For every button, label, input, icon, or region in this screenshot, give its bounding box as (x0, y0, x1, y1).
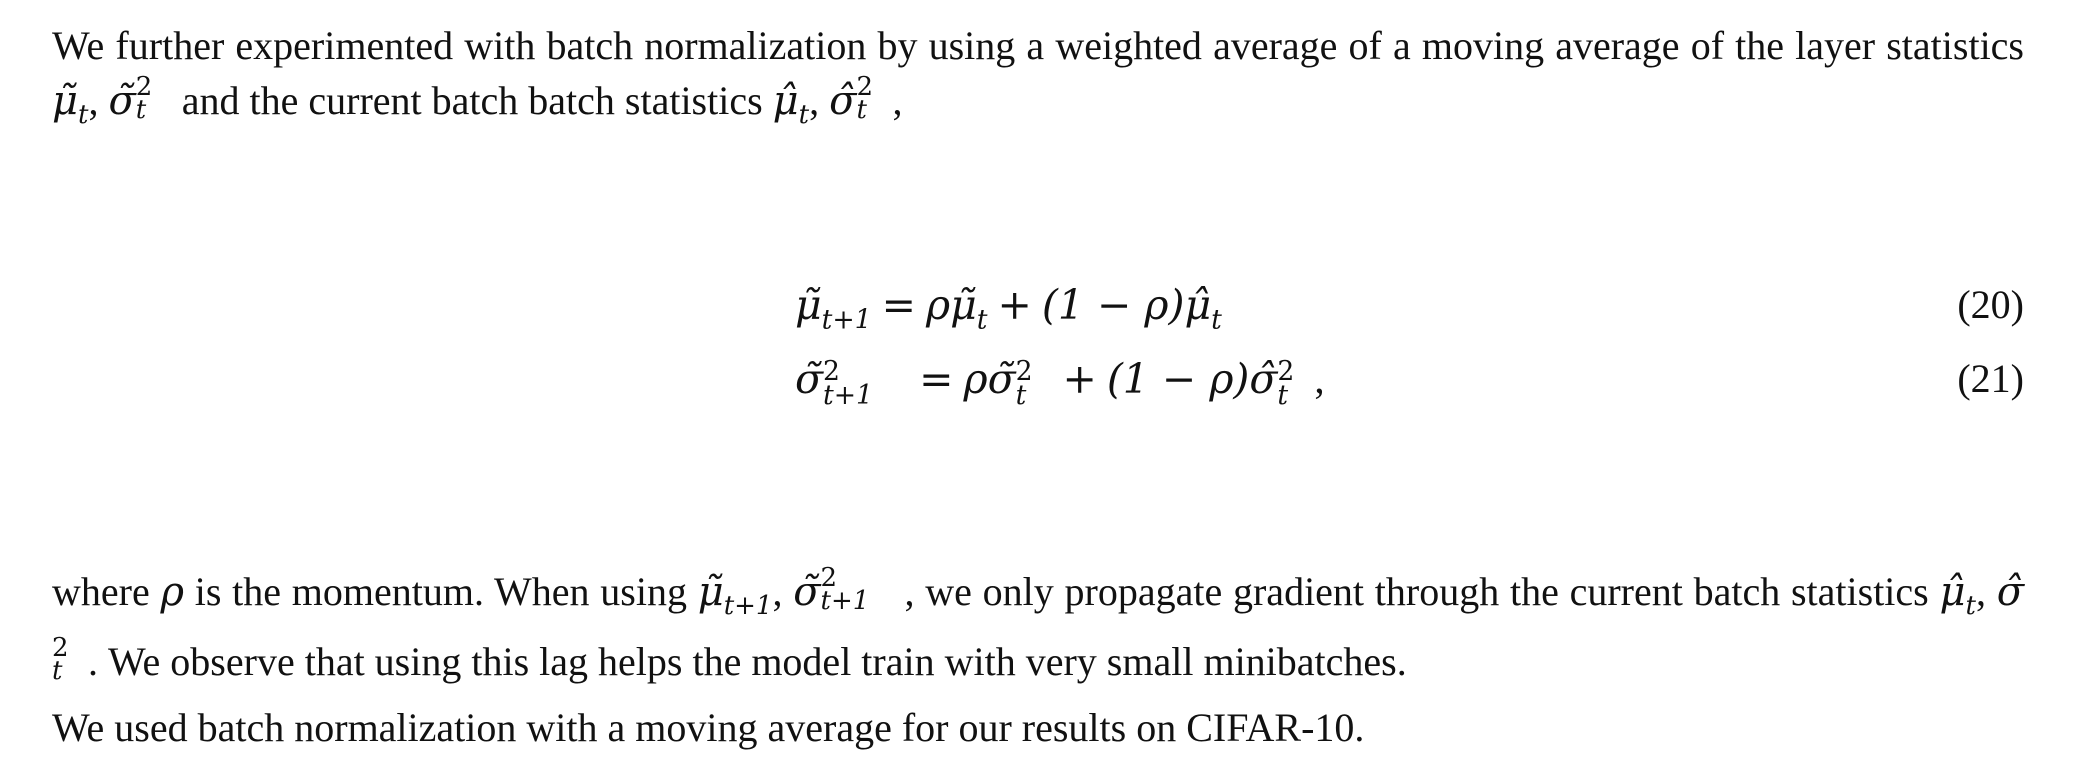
equation-21-body (795, 344, 1325, 414)
math-subscript: t+1 (820, 586, 870, 617)
math-subscript: t (78, 100, 89, 131)
math-separator: , (88, 78, 109, 123)
math-subscript: t (798, 100, 810, 131)
math-superscript: 2 (135, 71, 153, 102)
math-supsub (135, 71, 172, 126)
math-mu-hat: μ̂ (1939, 569, 1966, 615)
math-subscript: t (52, 656, 63, 687)
paragraph-cifar: We used batch normalization with a moving average for our results on CIFAR-10. (52, 705, 1365, 750)
math-supsub (820, 562, 905, 617)
eq20-term2-subscript: t (1211, 304, 1222, 336)
eq21-lhs-subscript: t+1 (823, 380, 873, 412)
paragraph-momentum-text-d: . We observe that using this lag helps the model train with very small minibatches. (88, 639, 1407, 685)
eq21-term1-supsub (1015, 352, 1053, 412)
eq20-lhs-subscript: t+1 (821, 304, 872, 336)
math-subscript: t (856, 95, 867, 126)
equation-20 (0, 270, 2074, 340)
equation-number-20: (20) (1957, 282, 2024, 327)
math-sigma-hat: σ̂ (829, 78, 857, 124)
eq21-lhs: σ̃ (795, 355, 823, 403)
math-subscript: t+1 (723, 591, 773, 622)
math-superscript: 2 (52, 632, 69, 663)
math-mu-tilde: μ̃ (52, 78, 78, 124)
eq21-plus: + (1062, 355, 1097, 403)
paragraph-intro-text-c: , (892, 78, 903, 123)
eq21-equals: = (919, 355, 954, 403)
eq20-equals: = (881, 281, 916, 329)
math-supsub (52, 632, 88, 687)
eq21-term2: σ̂ (1249, 355, 1278, 403)
eq21-tail: , (1314, 356, 1325, 402)
math-separator: , (809, 78, 830, 123)
eq20-term2: μ̂ (1184, 281, 1212, 329)
equation-number-21: (21) (1957, 356, 2024, 401)
eq20-lhs: μ̃ (795, 281, 822, 329)
equation-21 (0, 344, 2074, 414)
math-subscript: t (1965, 591, 1976, 622)
paragraph-intro-text-b: and the current batch batch statistics (171, 78, 773, 123)
eq20-paren: (1 − ρ) (1041, 281, 1185, 329)
paragraph-momentum-text-c: , we only propagate gradient through the current batch statistics (904, 569, 1940, 614)
math-separator: , (772, 569, 794, 614)
math-sigma-tilde: σ̃ (108, 78, 136, 124)
math-separator: , (1975, 569, 1997, 614)
eq21-lhs-superscript: 2 (823, 356, 840, 388)
eq20-term1-subscript: t (976, 304, 988, 336)
math-subscript: t (135, 95, 147, 126)
eq21-term1: σ̃ (987, 355, 1016, 403)
paragraph-intro (52, 18, 2024, 143)
math-rho: ρ (160, 569, 184, 615)
equation-20-body (795, 270, 1222, 355)
math-sigma-tilde: σ̃ (793, 569, 821, 615)
paragraph-intro-text-a: We further experimented with batch normalization by using a weighted average of a moving average of the layer statistics (52, 23, 2024, 68)
paragraph-momentum (52, 564, 2024, 689)
eq21-term2-superscript: 2 (1277, 356, 1295, 388)
math-superscript: 2 (820, 562, 838, 593)
eq20-plus: + (997, 281, 1032, 329)
math-mu-tilde: μ̃ (697, 569, 724, 615)
eq21-rho: ρ (963, 355, 988, 403)
eq21-paren: (1 − ρ) (1106, 355, 1250, 403)
eq20-rho: ρ (926, 281, 951, 329)
paragraph-momentum-text-b: is the momentum. When using (183, 569, 698, 614)
eq21-term1-subscript: t (1015, 380, 1027, 412)
eq20-term1: μ̃ (950, 281, 977, 329)
math-superscript: 2 (856, 71, 873, 102)
eq21-lhs-supsub (823, 352, 909, 412)
eq21-term1-superscript: 2 (1015, 356, 1033, 388)
eq21-term2-subscript: t (1277, 380, 1289, 412)
math-supsub (856, 71, 892, 126)
math-mu-hat: μ̂ (772, 78, 799, 124)
eq21-term2-supsub (1277, 352, 1314, 412)
math-sigma-hat: σ̂ (1996, 569, 2025, 615)
paragraph-momentum-text-a: where (52, 569, 161, 614)
